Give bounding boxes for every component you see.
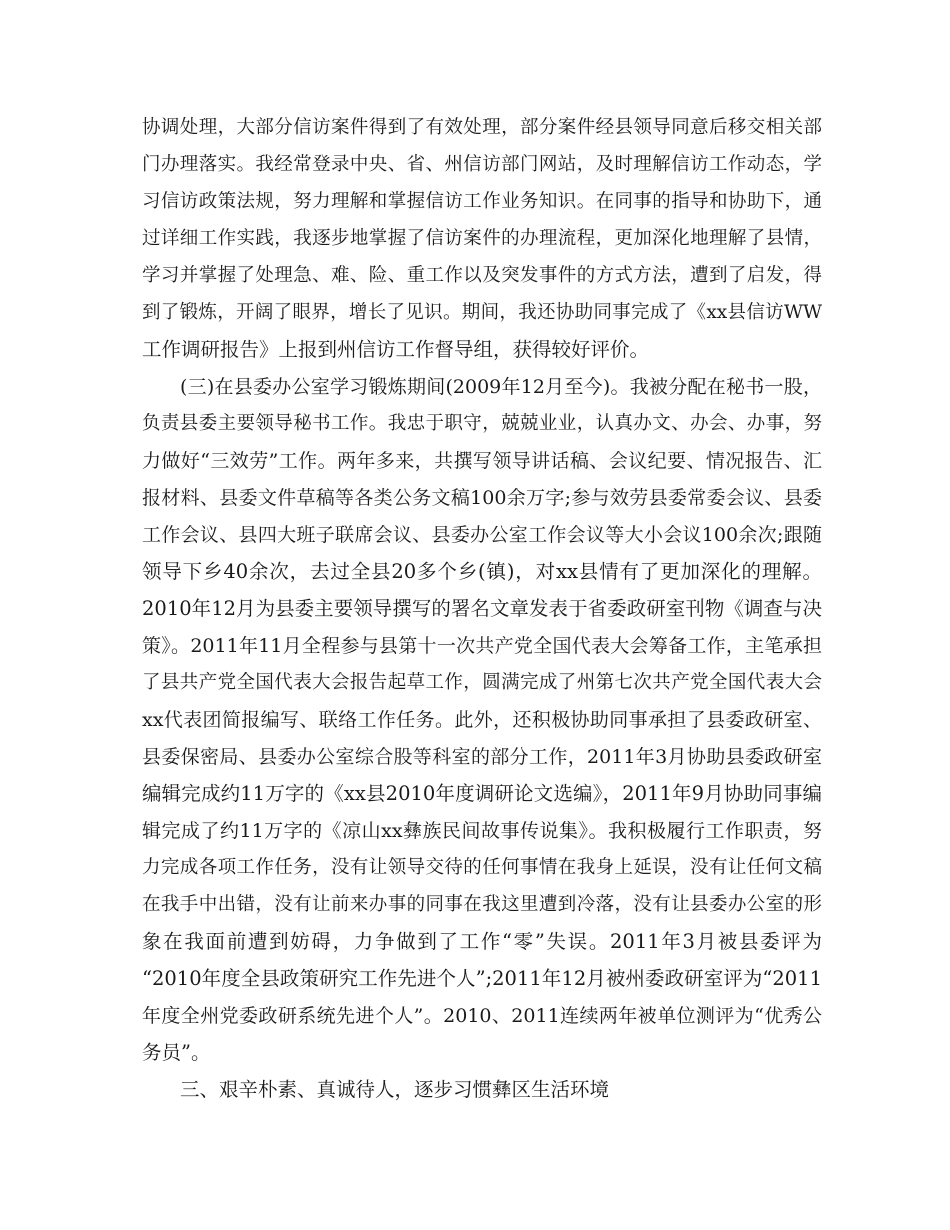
text-line: 工作会议、县四大班子联席会议、县委办公室工作会议等大小会议100余次;跟随 [142,524,822,546]
text-line: 门办理落实。我经常登录中央、省、州信访部门网站，及时理解信访工作动态，学 [142,154,822,175]
text-line: 2010年12月为县委主要领导撰写的署名文章发表于省委政研室刊物《调查与决 [142,597,822,620]
text-line: 力完成各项工作任务，没有让领导交待的任何事情在我身上延误，没有让任何文稿 [142,857,822,878]
text-line: 编辑完成约11万字的《xx县2010年度调研论文选编》，2011年9月协助同事编 [142,782,822,805]
section-heading: 三、艰辛朴素、真诚待人，逐步习惯彝区生活环境 [180,1078,610,1101]
text-line: 到了锻炼，开阔了眼界，增长了见识。期间，我还协助同事完成了《xx县信访WW [142,302,822,323]
text-line: 过详细工作实践，我逐步地掌握了信访案件的办理流程，更加深化地理解了县情， [142,228,822,249]
text-line: 负责县委主要领导秘书工作。我忠于职守，兢兢业业，认真办文、办会、办事，努 [142,413,822,434]
text-line: xx代表团简报编写、联络工作任务。此外，还积极协助同事承担了县委政研室、 [142,709,822,731]
text-line: 了县共产党全国代表大会报告起草工作，圆满完成了州第七次共产党全国代表大会 [142,672,822,693]
text-line: 学习并掌握了处理急、难、险、重工作以及突发事件的方式方法，遭到了启发，得 [142,265,822,286]
text-line: 辑完成了约11万字的《凉山xx彝族民间故事传说集》。我积极履行工作职责，努 [142,820,822,842]
text-line: 在我手中出错，没有让前来办事的同事在我这里遭到冷落，没有让县委办公室的形 [142,894,822,915]
text-line: 习信访政策法规，努力理解和掌握信访工作业务知识。在同事的指导和协助下，通 [142,191,822,212]
text-line: 年度全州党委政研系统先进个人”。2010、2011连续两年被单位测评为“优秀公 [142,1005,822,1027]
paragraph-end-line: 工作调研报告》上报到州信访工作督导组，获得较好评价。 [142,338,650,361]
text-line: 策》。2011年11月全程参与县第十一次共产党全国代表大会筹备工作，主笔承担 [142,635,822,657]
text-line: 县委保密局、县委办公室综合股等科室的部分工作，2011年3月协助县委政研室 [142,746,822,768]
text-line: “2010年度全县政策研究工作先进个人”;2011年12月被州委政研室评为“2011 [142,967,822,990]
paragraph-end-line: 务员”。 [142,1041,211,1064]
text-line: 象在我面前遭到妨碍，力争做到了工作“零”失误。2011年3月被县委评为 [142,930,822,953]
text-line: 协调处理，大部分信访案件得到了有效处理，部分案件经县领导同意后移交相关部 [142,117,822,138]
text-line: 领导下乡40余次，去过全县20多个乡(镇)，对xx县情有了更加深化的理解。 [142,560,822,583]
section-heading-line: (三)在县委办公室学习锻炼期间(2009年12月至今)。我被分配在秘书一股， [180,376,822,398]
text-line: 报材料、县委文件草稿等各类公务文稿100余万字;参与效劳县委常委会议、县委 [142,487,822,509]
text-line: 力做好“三效劳”工作。两年多来，共撰写领导讲话稿、会议纪要、情况报告、汇 [142,450,822,472]
